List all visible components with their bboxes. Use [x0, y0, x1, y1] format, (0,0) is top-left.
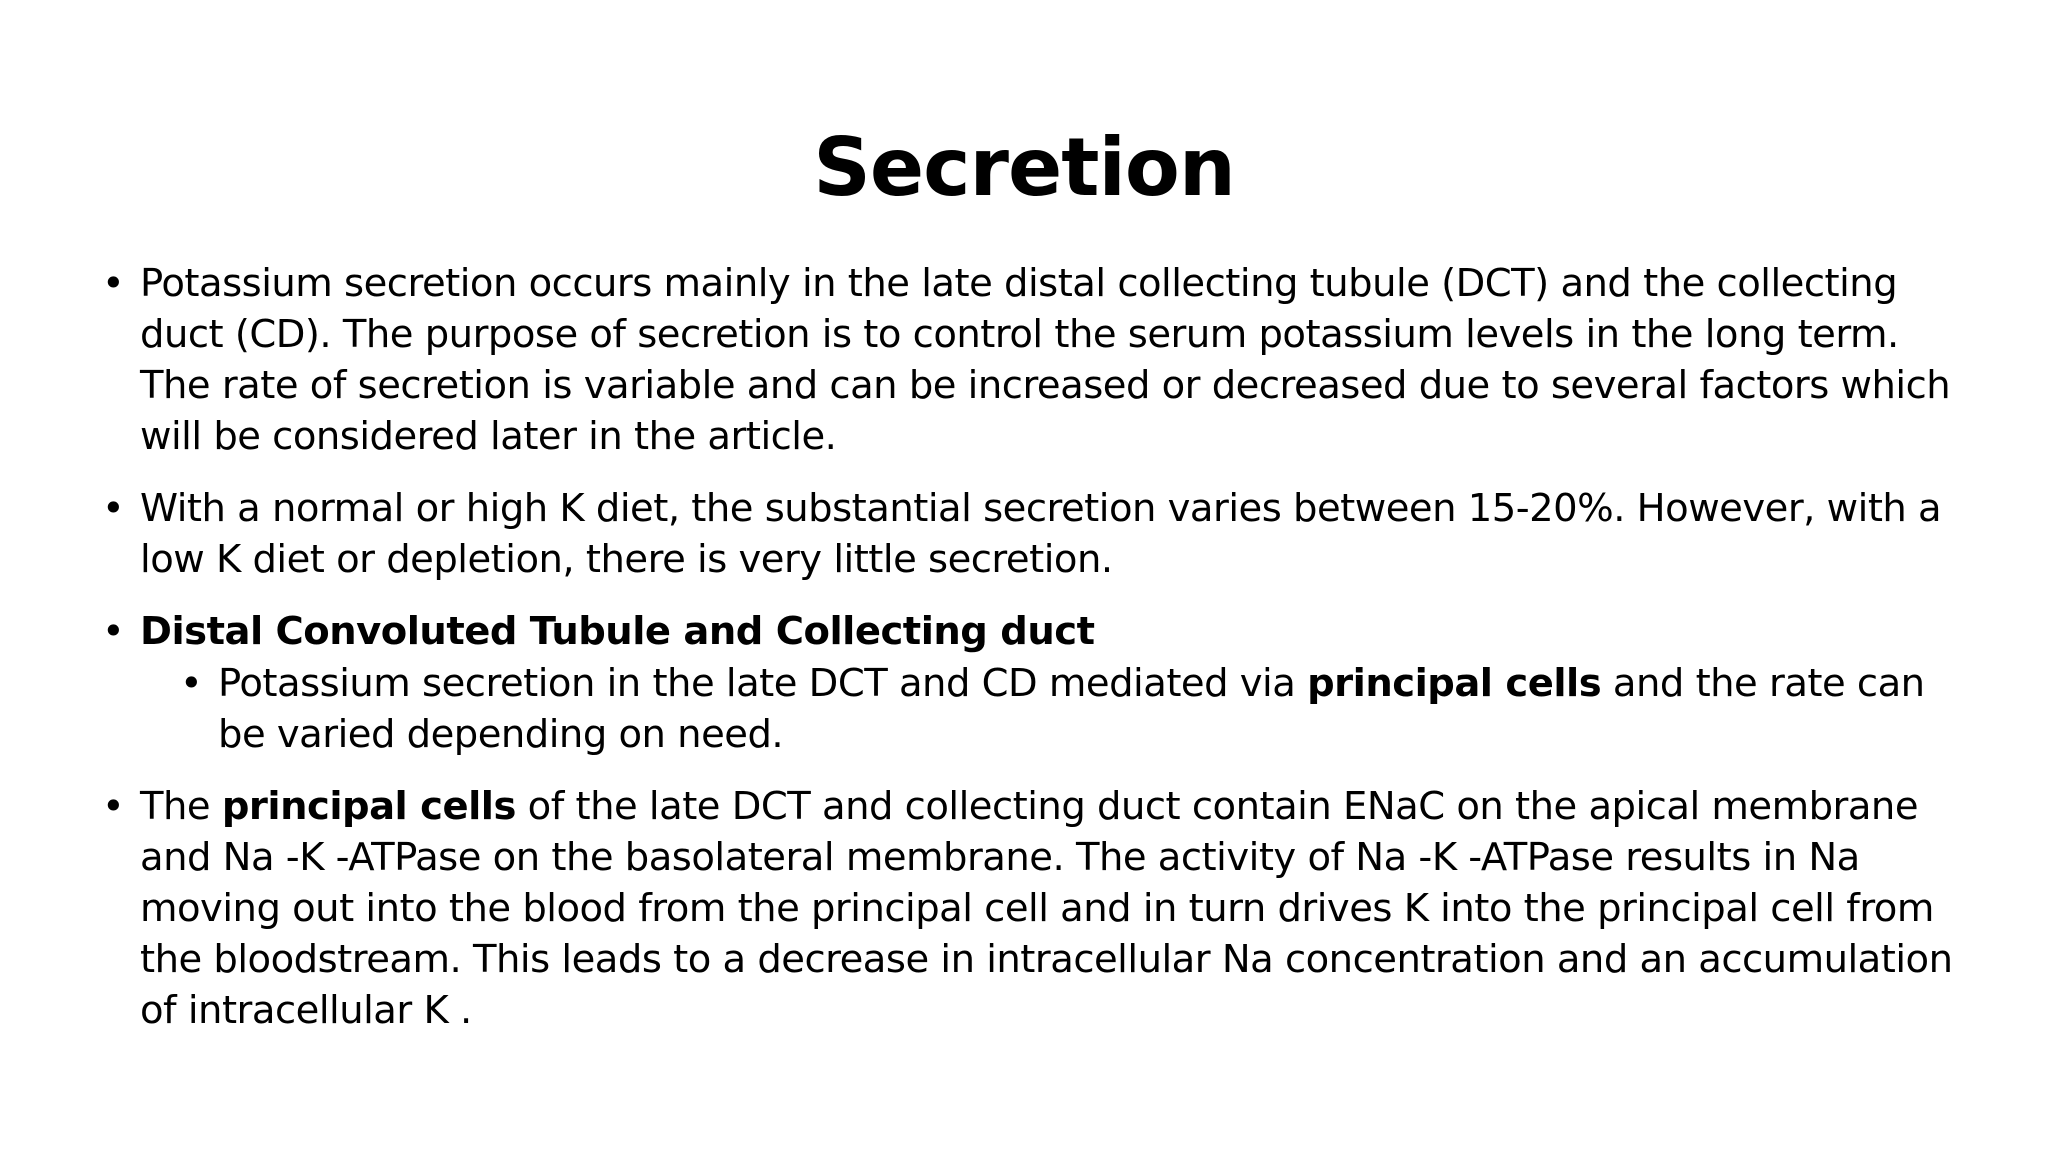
bullet-bold-term: principal cells — [1307, 661, 1602, 706]
bullet-dot-icon: • — [180, 661, 203, 706]
bullet-text-part: of the late DCT and collecting duct contain ENaC on the apical membrane and Na -K -ATPase on the basolateral membrane. The activity of Na -K -ATPase results in Na moving out into the blood from the principal cell and in turn drives K into the principal cell from the bloodstream. This leads to a decrease in intracellular Na concentration and an accumulation of intracellular K . — [140, 784, 1953, 1033]
slide-title: Secretion — [813, 121, 1235, 214]
bullet-text-part: and the rate can be varied depending on need. — [218, 661, 1925, 757]
bullet-heading-text: Distal Convoluted Tubule and Collecting duct — [140, 609, 1095, 654]
bullet-dot-icon: • — [102, 609, 125, 654]
bullet-dot-icon: • — [102, 261, 125, 306]
bullet-item — [100, 781, 1980, 1036]
bullet-item — [100, 258, 1980, 462]
bullet-dot-icon: • — [102, 784, 125, 829]
bullet-text: Potassium secretion occurs mainly in the late distal collecting tubule (DCT) and the collecting duct (CD). The purpose of secretion is to control the serum potassium levels in the long term. The rate of secretion is variable and can be increased or decreased due to several factors which will be considered later in the article. — [140, 261, 1951, 459]
slide-content — [100, 258, 1980, 1057]
bullet-text-part: Potassium secretion in the late DCT and CD mediated via — [218, 661, 1308, 706]
bullet-text-part: The — [140, 784, 222, 829]
sub-bullet-item — [100, 658, 1980, 760]
bullet-dot-icon: • — [102, 486, 125, 531]
bullet-text: With a normal or high K diet, the substantial secretion varies between 15-20%. However, with a low K diet or depletion, there is very little secretion. — [140, 486, 1942, 582]
bullet-item — [100, 483, 1980, 585]
bullet-heading — [100, 606, 1980, 657]
bullet-bold-term: principal cells — [221, 784, 516, 829]
